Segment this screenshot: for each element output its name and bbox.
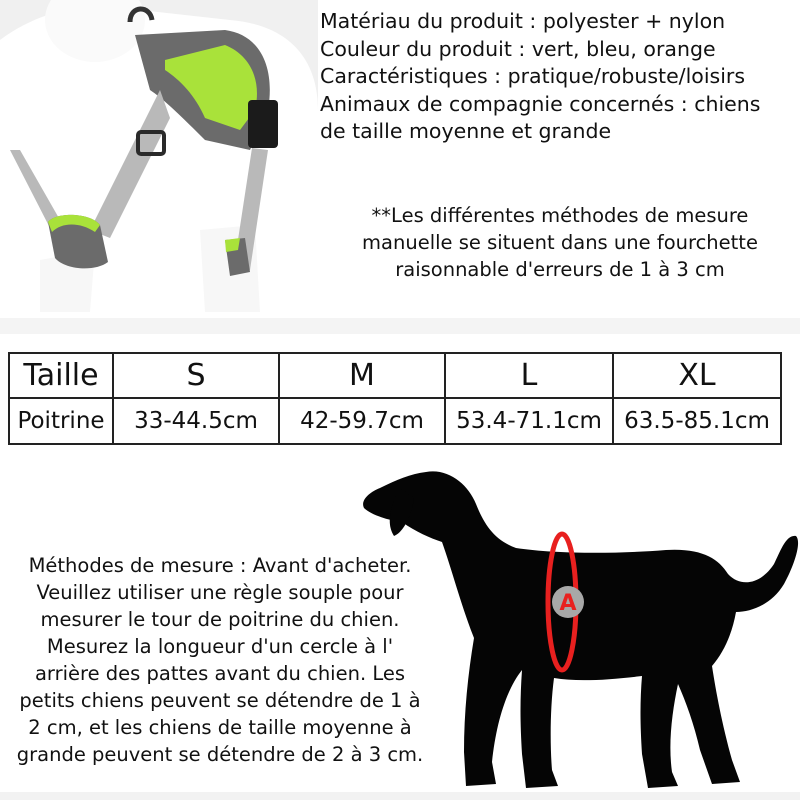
harness-illustration bbox=[0, 0, 318, 312]
method-line-3: mesurer le tour de poitrine du chien. bbox=[40, 608, 400, 631]
size-cell: L bbox=[445, 353, 613, 398]
note-line-3: raisonnable d'erreurs de 1 à 3 cm bbox=[395, 258, 725, 281]
dog-measurement-diagram bbox=[356, 462, 800, 794]
row-label-size: Taille bbox=[9, 353, 113, 398]
size-cell: XL bbox=[613, 353, 781, 398]
note-line-2: manuelle se situent dans une fourchette bbox=[362, 231, 758, 254]
table-row-chest bbox=[9, 398, 781, 444]
table-row-size bbox=[9, 353, 781, 398]
spec-color: Couleur du produit : vert, bleu, orange bbox=[320, 36, 716, 61]
chest-cell: 63.5-85.1cm bbox=[613, 398, 781, 444]
method-line-6: petits chiens peuvent se détendre de 1 à bbox=[19, 689, 421, 712]
dog-silhouette bbox=[363, 471, 798, 788]
measurement-marker-label: A bbox=[559, 591, 577, 616]
spec-pets-cont: de taille moyenne et grande bbox=[320, 119, 612, 143]
section-divider bbox=[0, 318, 800, 334]
method-line-5: arrière des pattes avant du chien. Les bbox=[34, 662, 406, 685]
note-line-1: **Les différentes méthodes de mesure bbox=[371, 204, 749, 227]
method-line-8: grande peuvent se détendre de 2 à 3 cm. bbox=[16, 743, 424, 766]
chest-cell: 33-44.5cm bbox=[113, 398, 279, 444]
spec-features: Caractéristiques : pratique/robuste/loisirs bbox=[320, 64, 746, 88]
harness-product-photo bbox=[0, 0, 318, 312]
method-line-2: Veuillez utiliser une règle souple pour bbox=[36, 581, 404, 604]
chest-cell: 53.4-71.1cm bbox=[445, 398, 613, 444]
chest-cell: 42-59.7cm bbox=[279, 398, 445, 444]
size-cell: M bbox=[279, 353, 445, 398]
spec-pets: Animaux de compagnie concernés : chiens bbox=[320, 91, 761, 116]
spec-material: Matériau du produit : polyester + nylon bbox=[320, 9, 726, 33]
size-table bbox=[8, 352, 782, 445]
size-cell: S bbox=[113, 353, 279, 398]
method-line-4: Mesurez la longueur d'un cercle à l' bbox=[46, 635, 394, 658]
measurement-note bbox=[322, 202, 798, 283]
method-line-7: 2 cm, et les chiens de taille moyenne à bbox=[28, 716, 412, 739]
method-line-1: Méthodes de mesure : Avant d'acheter. bbox=[28, 554, 412, 577]
bottom-divider bbox=[0, 792, 800, 800]
row-label-chest: Poitrine bbox=[9, 398, 113, 444]
product-specs bbox=[320, 8, 798, 146]
